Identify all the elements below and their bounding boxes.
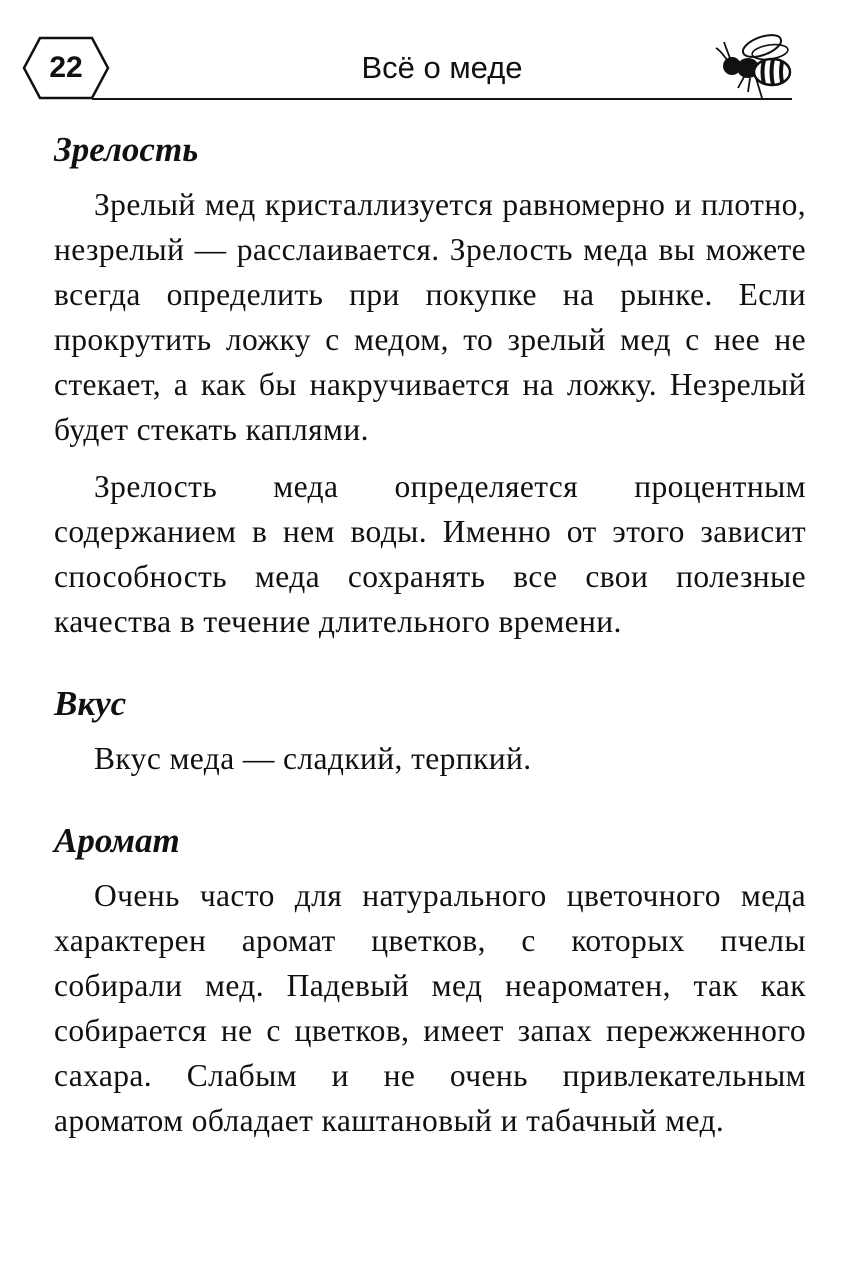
section-heading-maturity: Зрелость xyxy=(54,130,199,169)
page-header xyxy=(22,28,794,108)
section-heading-taste: Вкус xyxy=(54,684,127,723)
paragraph-aroma-1: Очень часто для натурального цветочного меда характерен аромат цветков, с которых пчелы собирали мед. Падевый мед неароматен, так как собирается не с цветков, имеет запах пережженного сахара. Слабым и не очень привлекательным ароматом обладает каштановый и табачный мед. xyxy=(54,878,806,1138)
paragraph-maturity-1: Зрелый мед кристаллизуется равномерно и плотно, незрелый — расслаивается. Зрелость меда вы можете всегда определить при покупке на рынке. Если прокрутить ложку с медом, то зрелый мед с нее не стекает, а как бы накручивается на ложку. Незрелый будет стекать каплями. xyxy=(54,187,806,447)
page-number-badge xyxy=(22,36,110,100)
page-number: 22 xyxy=(49,51,83,84)
bee-icon xyxy=(712,28,796,102)
page-body xyxy=(54,128,806,1143)
paragraph-maturity-2: Зрелость меда определяется процентным содержанием в нем воды. Именно от этого зависит способность меда сохранять все свои полезные качества в течение длительного времени. xyxy=(54,469,806,639)
paragraph-taste-1: Вкус меда — сладкий, терпкий. xyxy=(94,741,532,776)
section-heading-aroma: Аромат xyxy=(54,821,180,860)
header-rule xyxy=(92,98,792,100)
running-title: Всё о меде xyxy=(361,50,523,85)
